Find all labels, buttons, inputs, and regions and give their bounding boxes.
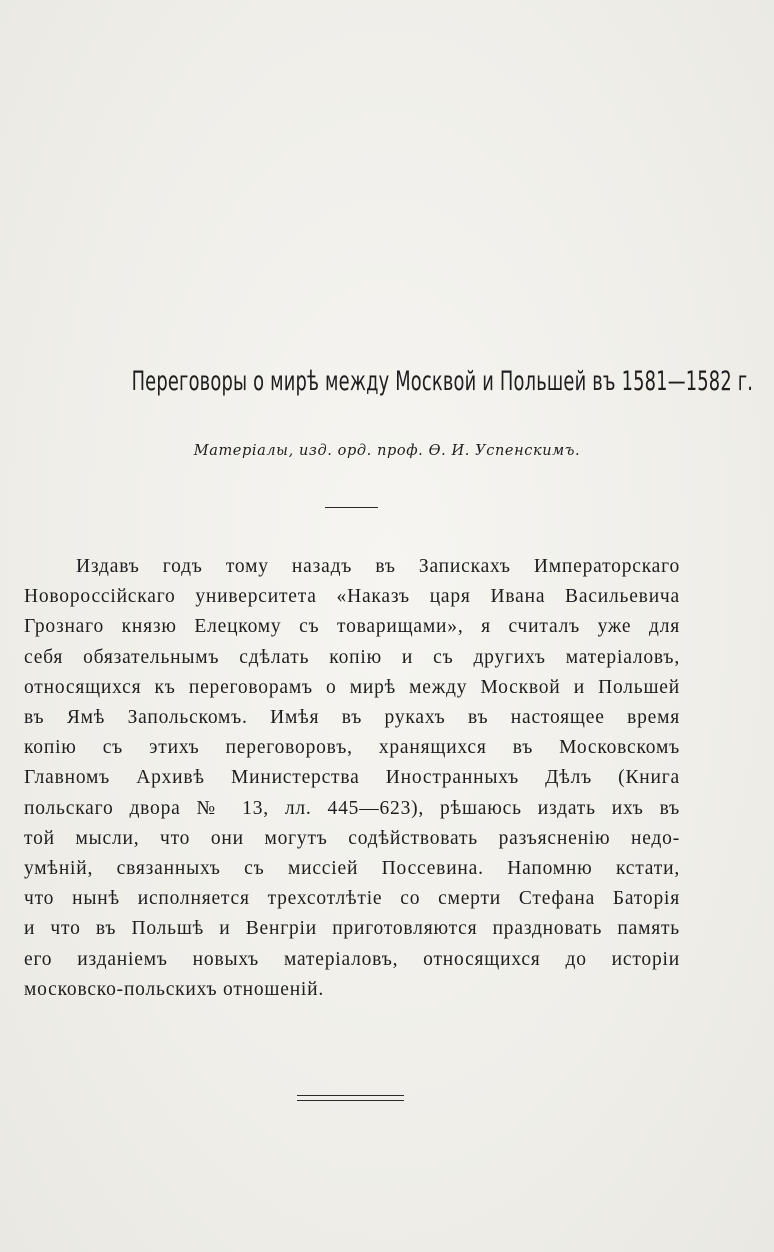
body-paragraph bbox=[24, 552, 680, 1005]
paragraph-line: московско-польскихъ отношеній. bbox=[24, 978, 325, 1000]
paragraph-line: его изданіемъ новыхъ матеріаловъ, относящихся до исторіи bbox=[24, 948, 680, 970]
page-subtitle: Матеріалы, изд. орд. проф. Ѳ. И. Успенскимъ. bbox=[193, 443, 581, 459]
paragraph-line: что нынѣ исполняется трехсотлѣтіе со смерти Стефана Баторія bbox=[24, 888, 680, 910]
paragraph-line: Издавъ годъ тому назадъ въ Запискахъ Императорскаго bbox=[76, 556, 680, 577]
paragraph-line: Главномъ Архивѣ Министерства Иностранныхъ Дѣлъ (Книга bbox=[24, 767, 680, 789]
paragraph-line: относящихся къ переговорамъ о мирѣ между Москвой и Польшей bbox=[24, 676, 680, 698]
paragraph-line: и что въ Польшѣ и Венгріи приготовляются праздновать память bbox=[24, 918, 680, 940]
paragraph-line: Грознаго князю Елецкому съ товарищами», я считалъ уже для bbox=[24, 616, 680, 638]
paragraph-line: копію съ этихъ переговоровъ, хранящихся въ Московскомъ bbox=[24, 737, 680, 759]
paragraph-line: польскаго двора № 13, лл. 445—623), рѣшаюсь издать ихъ въ bbox=[24, 797, 680, 819]
paragraph-line: той мысли, что они могутъ содѣйствовать разъясненію недо- bbox=[24, 827, 680, 849]
paragraph-line: Новороссійскаго университета «Наказъ царя Ивана Васильевича bbox=[24, 586, 680, 608]
paragraph-line: себя обязательнымъ сдѣлать копію и съ другихъ матеріаловъ, bbox=[24, 646, 680, 668]
paragraph-line: въ Ямѣ Запольскомъ. Имѣя въ рукахъ въ настоящее время bbox=[24, 707, 680, 729]
end-divider bbox=[297, 1095, 404, 1101]
paragraph-line: умѣній, связанныхъ съ миссіей Поссевина. Напомню кстати, bbox=[24, 858, 680, 880]
section-divider bbox=[325, 507, 378, 508]
page-title: Переговоры о мирѣ между Москвой и Польшей въ 1581—1582 г. bbox=[131, 366, 754, 397]
